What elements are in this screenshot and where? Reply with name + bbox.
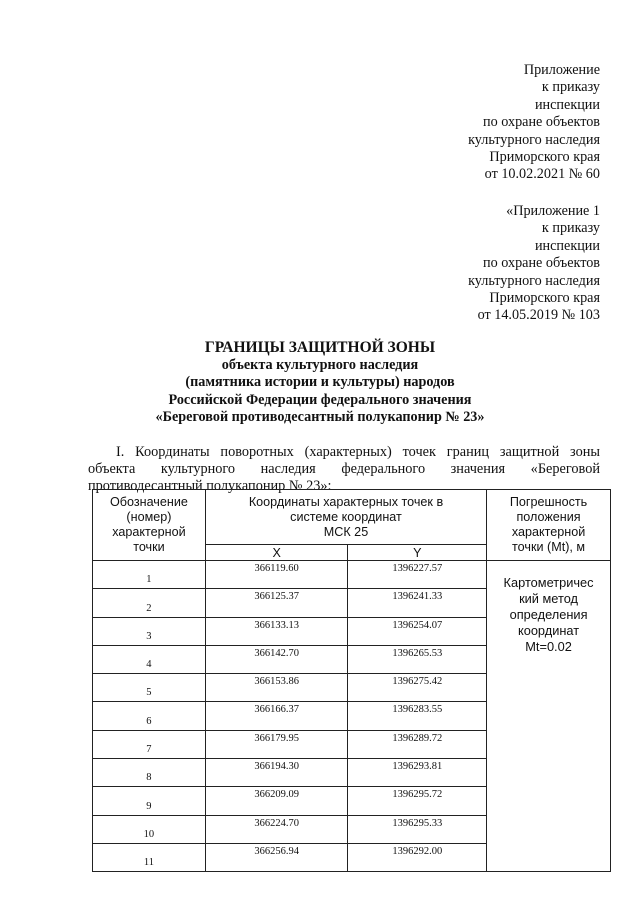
appendix-line: культурного наследия	[468, 272, 600, 289]
coordinates-table	[92, 489, 611, 872]
point-number: 10	[93, 815, 206, 843]
point-number: 9	[93, 787, 206, 815]
appendix-line: от 10.02.2021 № 60	[484, 166, 600, 183]
intro-paragraph: I. Координаты поворотных (характерных) точек границ защитной зоны объекта культурного наследия федерального значения «Береговой противодесантный полукапонир № 23»:	[88, 444, 600, 494]
point-number: 5	[93, 674, 206, 702]
point-number: 1	[93, 561, 206, 589]
error-text: Картометричес	[503, 575, 594, 590]
point-number: 3	[93, 617, 206, 645]
header-text: системе координат	[290, 509, 402, 524]
appendix-line: Приморского края	[489, 149, 600, 166]
x-value: 366133.13	[205, 617, 348, 645]
point-number: 4	[93, 645, 206, 673]
y-value: 1396241.33	[348, 589, 487, 617]
header-text: Погрешность	[509, 495, 588, 509]
point-number: 2	[93, 589, 206, 617]
y-value: 1396265.53	[348, 645, 487, 673]
appendix-line: инспекции	[534, 237, 600, 254]
heading-line: (памятника истории и культуры) народов	[185, 374, 455, 391]
header-text: положения	[516, 510, 581, 524]
header-y: Y	[348, 545, 487, 561]
appendix-line: по охране объектов	[483, 255, 600, 272]
y-value: 1396295.72	[348, 787, 487, 815]
header-x: X	[205, 545, 348, 561]
point-number: 11	[93, 843, 206, 871]
point-number: 7	[93, 730, 206, 758]
x-value: 366224.70	[205, 815, 348, 843]
x-value: 366142.70	[205, 645, 348, 673]
header-error	[487, 490, 611, 561]
y-value: 1396227.57	[348, 561, 487, 589]
x-value: 366153.86	[205, 674, 348, 702]
header-text: характерной	[112, 525, 186, 539]
heading-line: «Береговой противодесантный полукапонир № 23»	[155, 409, 485, 426]
y-value: 1396289.72	[348, 730, 487, 758]
header-text: точки (Mt), м	[512, 540, 586, 554]
header-text: Обозначение	[109, 495, 188, 509]
document-title: ГРАНИЦЫ ЗАЩИТНОЙ ЗОНЫ	[204, 339, 436, 356]
y-value: 1396283.55	[348, 702, 487, 730]
y-value: 1396295.33	[348, 815, 487, 843]
appendix-line: к приказу	[541, 220, 600, 237]
x-value: 366125.37	[205, 589, 348, 617]
x-value: 366256.94	[205, 843, 348, 871]
y-value: 1396275.42	[348, 674, 487, 702]
appendix-line: по охране объектов	[483, 114, 600, 131]
appendix-line: «Приложение 1	[506, 203, 600, 219]
appendix-line: к приказу	[541, 79, 600, 96]
y-value: 1396254.07	[348, 617, 487, 645]
y-value: 1396293.81	[348, 759, 487, 787]
x-value: 366209.09	[205, 787, 348, 815]
appendix-line: культурного наследия	[468, 131, 600, 148]
heading-line: объекта культурного наследия	[221, 356, 419, 373]
header-text: точки	[133, 540, 165, 554]
header-text: (номер)	[126, 510, 172, 524]
x-value: 366179.95	[205, 730, 348, 758]
point-number: 8	[93, 759, 206, 787]
heading-line: Российской Федерации федерального значения	[168, 391, 472, 408]
x-value: 366166.37	[205, 702, 348, 730]
error-text: кий метод	[519, 591, 579, 606]
appendix-line: Приморского края	[489, 290, 600, 307]
document-heading	[0, 339, 640, 427]
header-coordinates	[205, 490, 486, 545]
appendix-current-block	[468, 62, 600, 184]
error-text: координат	[517, 623, 580, 638]
header-point-number	[93, 490, 206, 561]
header-text: Координаты характерных точек в	[248, 494, 444, 509]
error-text: определения	[509, 607, 588, 622]
intro-section	[88, 444, 600, 495]
appendix-original-block	[468, 203, 600, 325]
table-row	[93, 561, 611, 589]
header-text: характерной	[511, 525, 586, 539]
appendix-line: Приложение	[523, 62, 600, 78]
appendix-line: от 14.05.2019 № 103	[477, 307, 600, 324]
x-value: 366119.60	[205, 561, 348, 589]
x-value: 366194.30	[205, 759, 348, 787]
error-text: Mt=0.02	[525, 639, 572, 654]
appendix-line: инспекции	[534, 96, 600, 113]
point-number: 6	[93, 702, 206, 730]
header-text: МСК 25	[323, 524, 369, 539]
y-value: 1396292.00	[348, 843, 487, 871]
error-note	[487, 561, 611, 872]
